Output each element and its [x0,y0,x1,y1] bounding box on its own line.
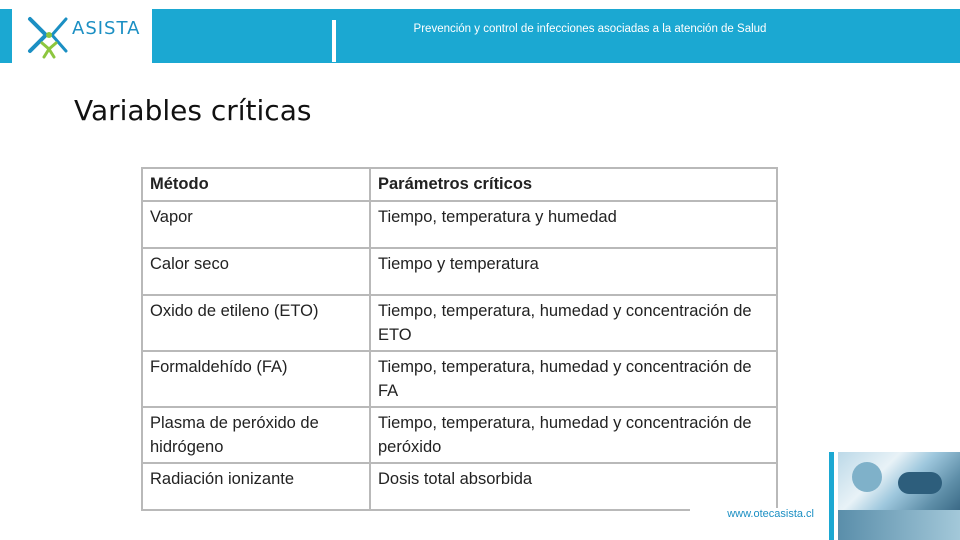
column-header-method: Método [142,168,370,201]
header-divider [332,20,336,62]
method-cell: Radiación ionizante [142,463,370,510]
website-url[interactable]: www.otecasista.cl [690,508,814,520]
surgery-photo-lower [838,510,960,540]
logo-text: ASISTA [72,18,141,39]
table-row [142,351,777,407]
table-row [142,463,777,510]
parameters-cell: Tiempo, temperatura, humedad y concentración de FA [370,351,777,407]
photo-figure [852,462,882,492]
photo-figure [898,472,942,494]
method-cell: Vapor [142,201,370,248]
photo-accent-bar [829,452,834,540]
asista-logo-icon [26,13,76,59]
table-row [142,248,777,295]
column-header-parameters: Parámetros críticos [370,168,777,201]
critical-variables-table [141,167,778,511]
header-subtitle: Prevención y control de infecciones asociadas a la atención de Salud [413,23,767,35]
method-cell: Plasma de peróxido de hidrógeno [142,407,370,463]
page-title: Variables críticas [74,94,312,127]
parameters-cell: Tiempo, temperatura, humedad y concentración de peróxido [370,407,777,463]
method-cell: Formaldehído (FA) [142,351,370,407]
surgery-photo [838,452,960,510]
parameters-cell: Tiempo, temperatura, humedad y concentración de ETO [370,295,777,351]
table-row [142,407,777,463]
table-row [142,201,777,248]
method-cell: Calor seco [142,248,370,295]
method-cell: Oxido de etileno (ETO) [142,295,370,351]
table-row [142,295,777,351]
header-bar [0,9,960,63]
table-header-row [142,168,777,201]
parameters-cell: Tiempo, temperatura y humedad [370,201,777,248]
parameters-cell: Tiempo y temperatura [370,248,777,295]
logo [12,9,152,63]
parameters-cell: Dosis total absorbida [370,463,777,510]
